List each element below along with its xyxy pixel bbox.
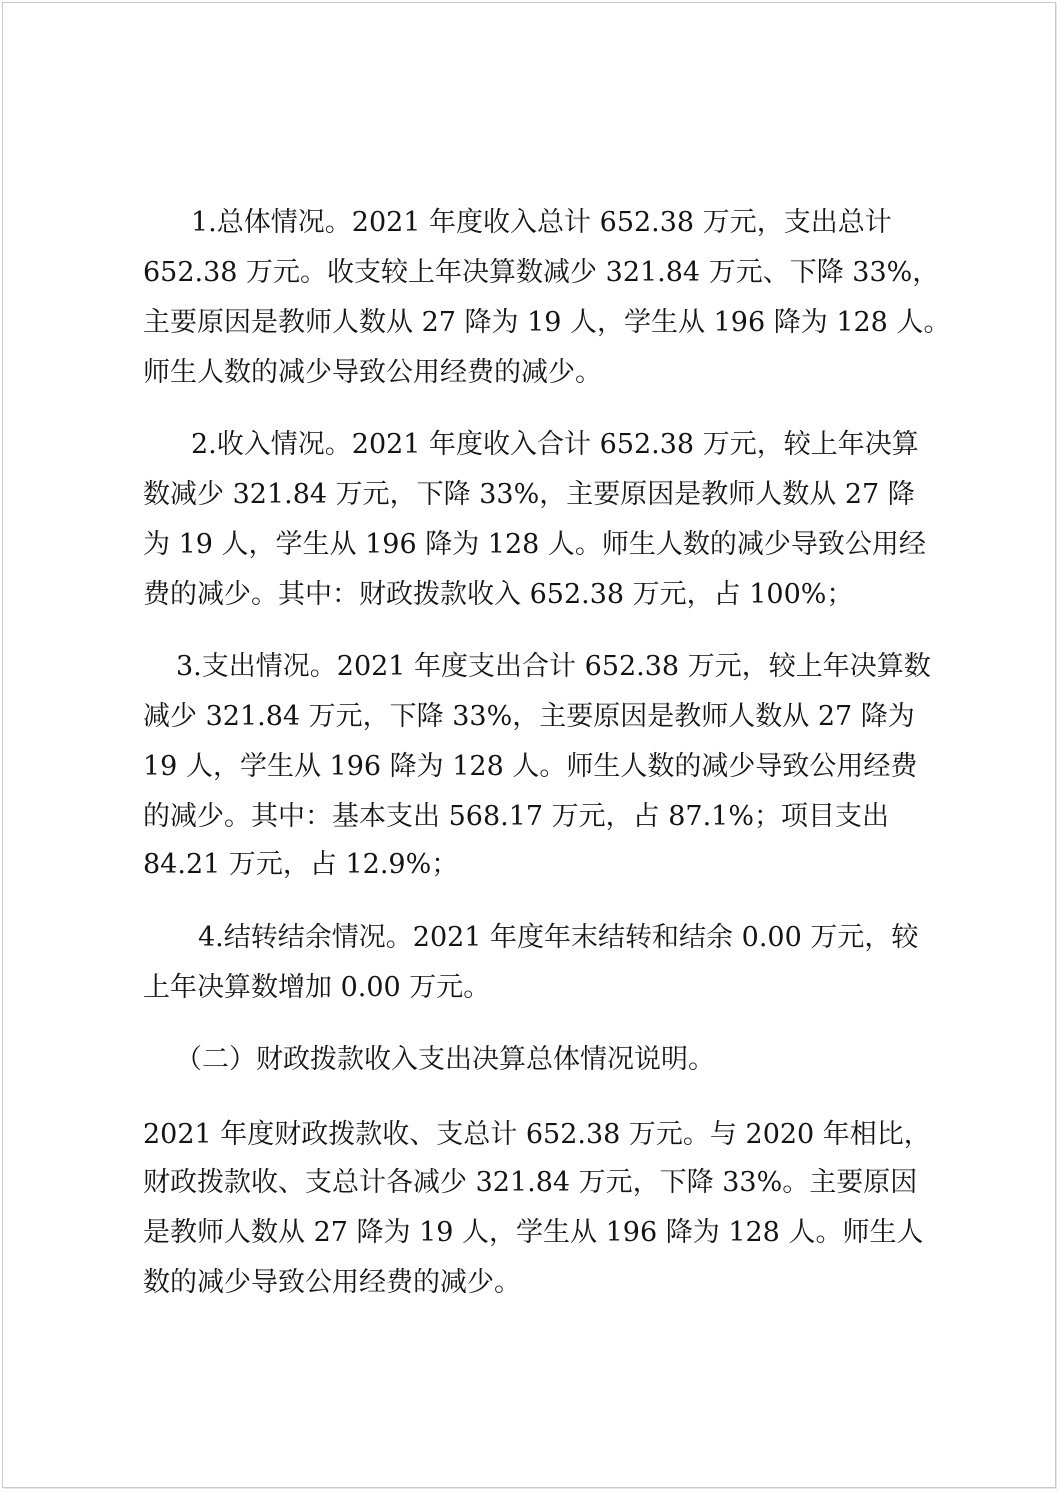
text-line: 上年决算数增加 0.00 万元。 [143, 972, 491, 1003]
document-page [2, 2, 1056, 1488]
text-line: 是教师人数从 27 降为 19 人，学生从 196 降为 128 人。师生人 [143, 1217, 924, 1248]
text-line: 2.收入情况。2021 年度收入合计 652.38 万元，较上年决算 [191, 429, 919, 460]
section-heading: （二）财政拨款收入支出决算总体情况说明。 [175, 1044, 715, 1075]
text-line: 652.38 万元。收支较上年决算数减少 321.84 万元、下降 33%， [143, 257, 940, 288]
text-line: 4.结转结余情况。2021 年度年末结转和结余 0.00 万元，较 [198, 922, 919, 953]
text-line: 的减少。其中：基本支出 568.17 万元，占 87.1%；项目支出 [143, 801, 889, 832]
text-line: 师生人数的减少导致公用经费的减少。 [143, 357, 602, 388]
text-line: 财政拨款收、支总计各减少 321.84 万元，下降 33%。主要原因 [143, 1167, 918, 1198]
text-line: 19 人，学生从 196 降为 128 人。师生人数的减少导致公用经费 [143, 751, 918, 782]
text-line: 减少 321.84 万元，下降 33%，主要原因是教师人数从 27 降为 [143, 701, 915, 732]
text-line: 为 19 人，学生从 196 降为 128 人。师生人数的减少导致公用经 [143, 529, 926, 560]
text-line: 主要原因是教师人数从 27 降为 19 人，学生从 196 降为 128 人。 [143, 307, 951, 338]
text-line: 2021 年度财政拨款收、支总计 652.38 万元。与 2020 年相比， [143, 1119, 931, 1150]
text-line: 3.支出情况。2021 年度支出合计 652.38 万元，较上年决算数 [176, 651, 931, 682]
text-line: 费的减少。其中：财政拨款收入 652.38 万元，占 100%； [143, 579, 854, 610]
text-line: 1.总体情况。2021 年度收入总计 652.38 万元，支出总计 [191, 207, 892, 238]
text-line: 数的减少导致公用经费的减少。 [143, 1267, 521, 1298]
text-line: 数减少 321.84 万元，下降 33%，主要原因是教师人数从 27 降 [143, 479, 915, 510]
text-line: 84.21 万元，占 12.9%； [143, 849, 459, 880]
